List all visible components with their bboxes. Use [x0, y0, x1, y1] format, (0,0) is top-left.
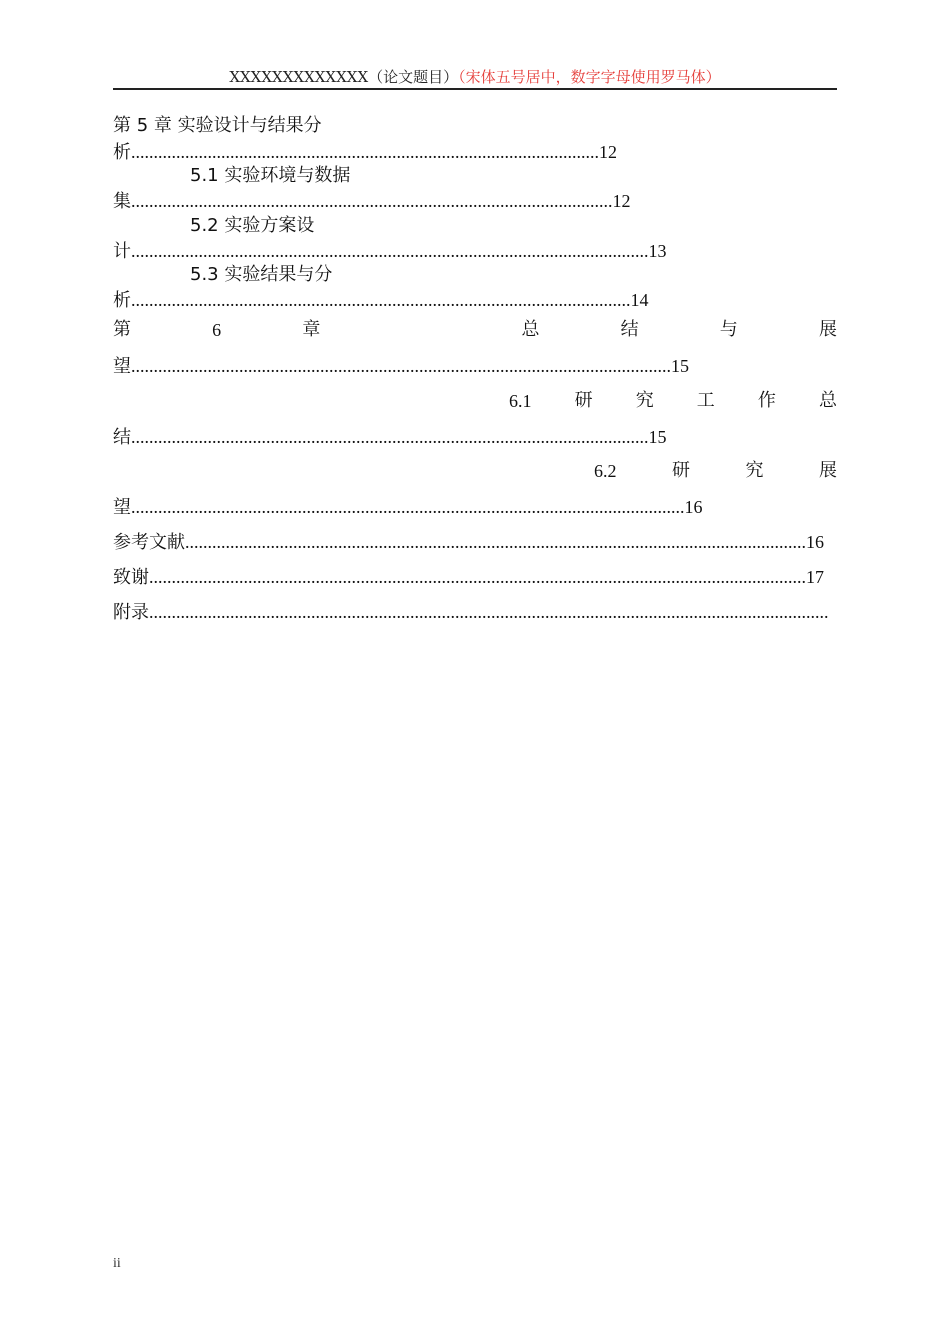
toc-s61-line2[interactable]: 结...................................................................................................................15 — [113, 427, 667, 448]
dot-leader: ............................................................................................................... — [131, 290, 631, 310]
toc-s52-line2[interactable]: 计...................................................................................................................13 — [113, 241, 667, 262]
toc-references[interactable]: 参考文献..........................................................................................................................................16 — [113, 532, 824, 553]
header-rule — [113, 88, 837, 90]
dot-leader: ........................................................................................................... — [131, 191, 613, 211]
toc-s62-line1: 6.2 研 究 展 — [594, 460, 837, 481]
header-title: XXXXXXXXXXXXX（论文题目） — [229, 68, 459, 86]
dot-leader: ................................................................................................................... — [131, 427, 649, 447]
toc-ch6-line2[interactable]: 望........................................................................................................................15 — [113, 356, 689, 377]
dot-leader: .......................................................................................................................................... — [185, 532, 806, 552]
toc-s53-line1: 5.3 实验结果与分 — [190, 264, 333, 285]
toc-acknowledgements[interactable]: 致谢..................................................................................................................................................17 — [113, 567, 824, 588]
header-note: （宋体五号居中，数字字母使用罗马体） — [458, 68, 721, 86]
toc-ch5-line1: 第 5 章 实验设计与结果分 — [113, 115, 322, 136]
dot-leader: ....................................................................................................................................................... — [149, 602, 829, 622]
toc-s62-line2[interactable]: 望...........................................................................................................................16 — [113, 497, 703, 518]
dot-leader: ........................................................................................................ — [131, 142, 599, 162]
toc-appendix[interactable]: 附录....................................................................................................................................................... — [113, 602, 829, 623]
dot-leader: ........................................................................................................................ — [131, 356, 671, 376]
dot-leader: ................................................................................................................... — [131, 241, 649, 261]
toc-s61-line1: 6.1 研 究 工 作 总 — [509, 390, 837, 411]
dot-leader: ........................................................................................................................... — [131, 497, 685, 517]
toc-ch5-line2[interactable]: 析........................................................................................................12 — [113, 142, 617, 163]
running-header — [113, 66, 837, 88]
page-number: ii — [113, 1256, 121, 1271]
toc-s53-line2[interactable]: 析...............................................................................................................14 — [113, 290, 649, 311]
toc-ch6-line1: 第 6 章 总 结 与 展 — [113, 319, 837, 340]
dot-leader: .................................................................................................................................................. — [149, 567, 806, 587]
toc-s52-line1: 5.2 实验方案设 — [190, 215, 315, 236]
toc-s51-line2[interactable]: 集...........................................................................................................12 — [113, 191, 631, 212]
toc-s51-line1: 5.1 实验环境与数据 — [190, 165, 351, 186]
